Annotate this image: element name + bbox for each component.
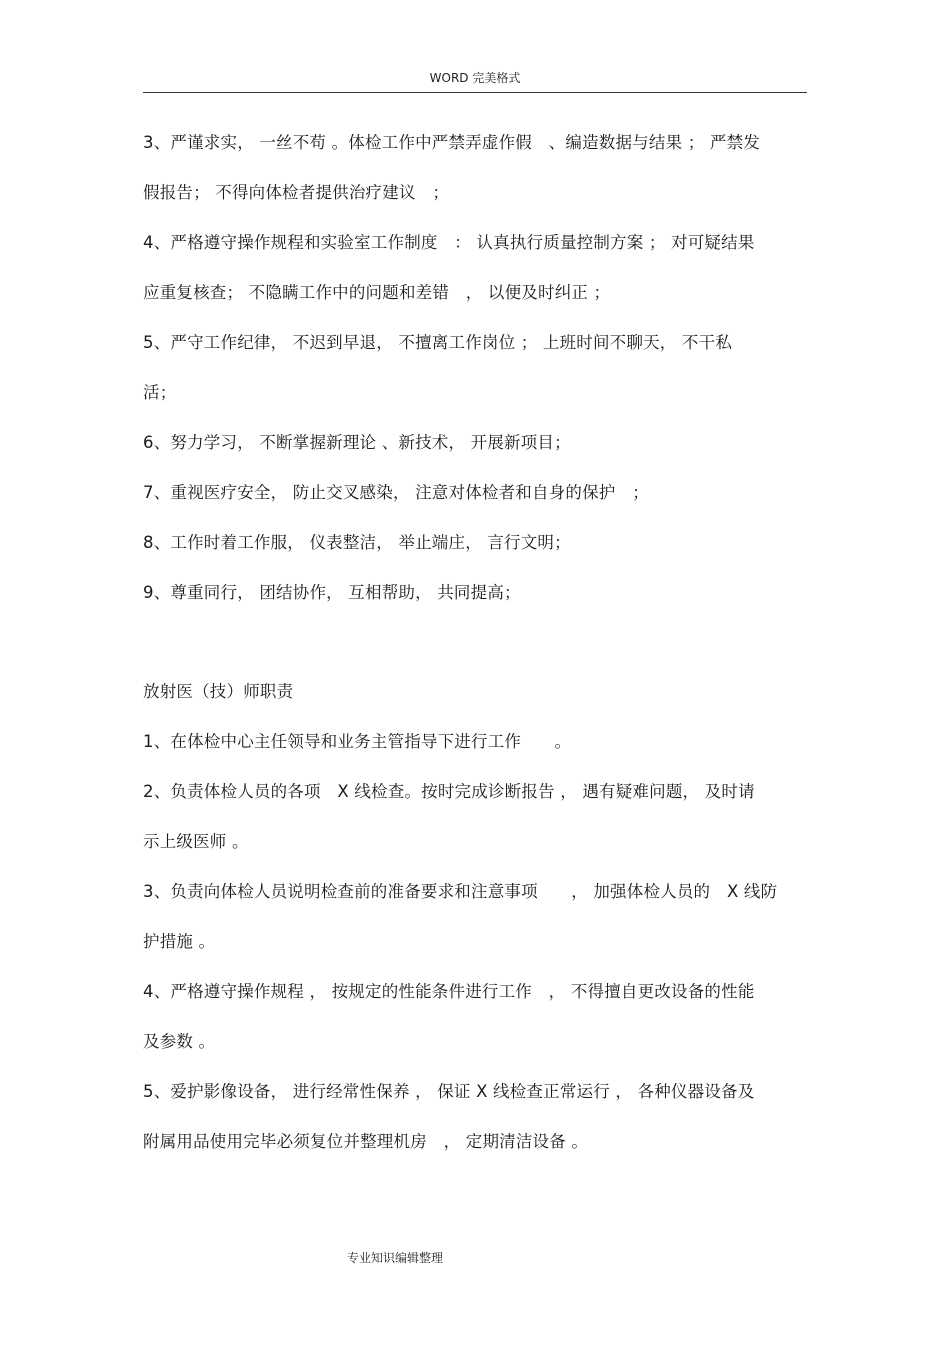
text-line: 5、严守工作纪律， 不迟到早退， 不擅离工作岗位 ； 上班时间不聊天， 不干私 [143,333,733,352]
text-line: 6、努力学习， 不断掌握新理论 、新技术， 开展新项目； [143,433,571,452]
page-footer [0,1248,790,1268]
text-line: 应重复核查； 不隐瞒工作中的问题和差错 ， 以便及时纠正 ； [143,283,611,302]
footer-text: 专业知识编辑整理 [346,1251,443,1265]
text-line: 5、爱护影像设备， 进行经常性保养 ， 保证 X 线检查正常运行 ， 各种仪器设备及 [143,1082,755,1101]
text-line: 活； [143,383,177,402]
text-line: 3、严谨求实， 一丝不苟 。体检工作中严禁弄虚作假 、编造数据与结果 ； 严禁发 [143,133,760,152]
header-text: WORD 完美格式 [429,71,521,85]
text-line: 附属用品使用完毕必须复位并整理机房 ， 定期清洁设备 。 [143,1132,589,1151]
text-line: 2、负责体检人员的各项 X 线检查。按时完成诊断报告 ， 遇有疑难问题， 及时请 [143,782,755,801]
text-line: 3、负责向体检人员说明检查前的准备要求和注意事项 ， 加强体检人员的 X 线防 [143,882,778,901]
text-line: 假报告； 不得向体检者提供治疗建议 ； [143,183,450,202]
text-line: 7、重视医疗安全， 防止交叉感染， 注意对体检者和自身的保护 ； [143,483,649,502]
page-header [143,66,807,93]
section-title: 放射医（技）师职责 [143,682,294,701]
text-line: 及参数 。 [143,1032,216,1051]
text-line: 4、严格遵守操作规程 ， 按规定的性能条件进行工作 ， 不得擅自更改设备的性能 [143,982,755,1001]
text-line: 9、尊重同行， 团结协作， 互相帮助， 共同提高； [143,583,521,602]
text-line: 8、工作时着工作服， 仪表整洁， 举止端庄， 言行文明； [143,533,571,552]
text-line: 1、在体检中心主任领导和业务主管指导下进行工作 。 [143,732,572,751]
text-line: 示上级医师 。 [143,832,249,851]
text-line: 护措施 。 [143,932,216,951]
text-line: 4、严格遵守操作规程和实验室工作制度 ： 认真执行质量控制方案 ； 对可疑结果 [143,233,755,252]
